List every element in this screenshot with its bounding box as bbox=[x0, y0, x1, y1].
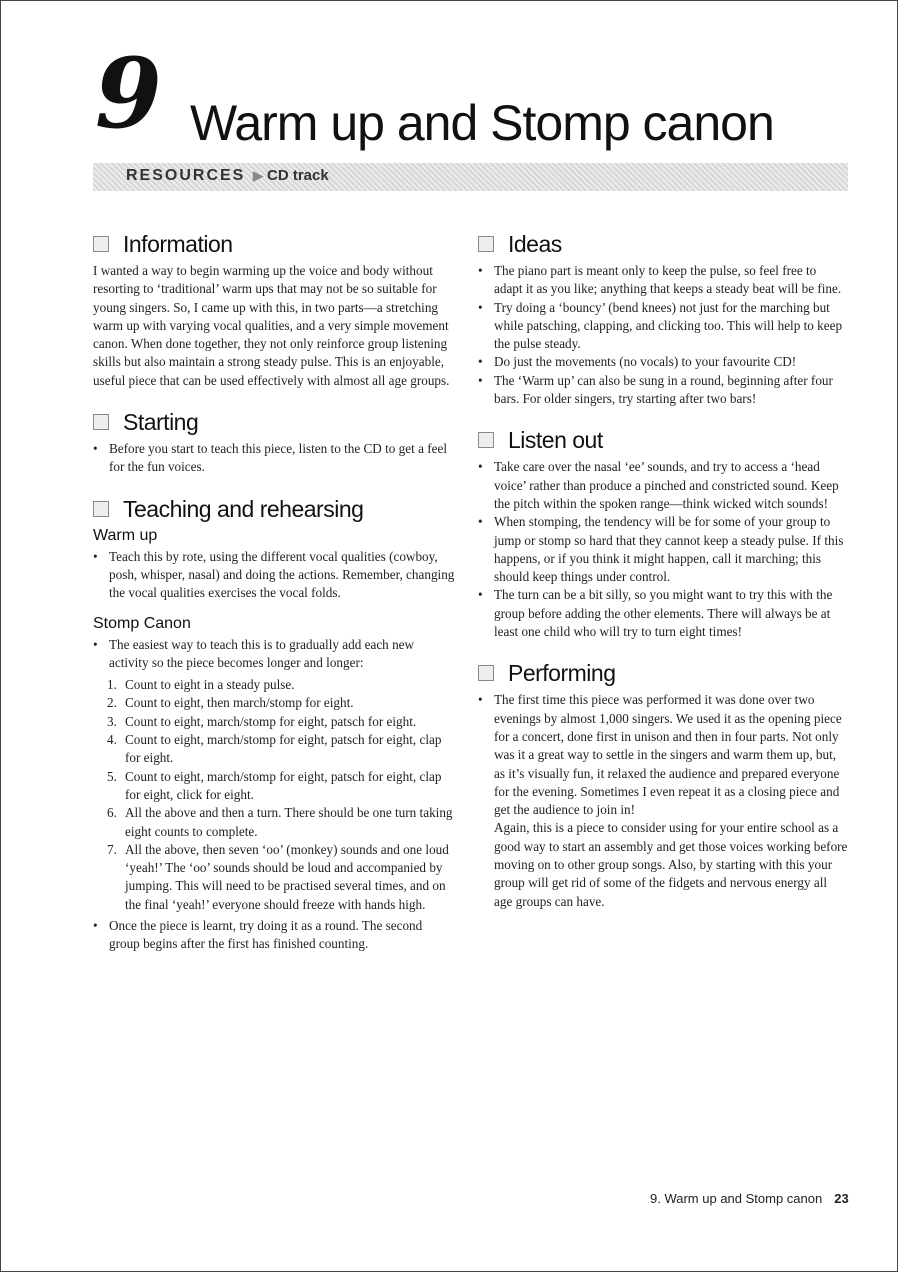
teaching-section bbox=[93, 495, 455, 954]
page-footer bbox=[650, 1191, 849, 1206]
play-icon: ▶ bbox=[253, 168, 263, 183]
steps-list bbox=[93, 676, 455, 914]
list-item: • When stomping, the tendency will be for some of your group to jump or stomp so hard that they cannot keep a steady pulse. If this happens, or if you think it might happen, call it marching; this should keep things under control. bbox=[478, 513, 848, 586]
checkbox-icon bbox=[478, 665, 494, 681]
step-item: 7. All the above, then seven ‘oo’ (monkey) sounds and one loud ‘yeah!’ The ‘oo’ sounds should be loud and accompanied by jumping. This will need to be practised several times, and on the final ‘yeah!’ everyone should freeze with hands high. bbox=[107, 841, 449, 912]
information-heading: Information bbox=[123, 231, 233, 257]
left-column bbox=[93, 230, 455, 972]
listen-out-heading: Listen out bbox=[508, 427, 603, 454]
list-item: • Teach this by rote, using the different vocal qualities (cowboy, posh, whisper, nasal) and doing the actions. Remember, changing the vocal qualities exercises the vocal folds. bbox=[93, 548, 455, 603]
list-item: • The easiest way to teach this is to gradually add each new activity so the piece becomes longer and longer: bbox=[93, 636, 455, 673]
list-item: • Once the piece is learnt, try doing it as a round. The second group begins after the first has finished counting. bbox=[93, 917, 455, 954]
starting-section bbox=[93, 408, 455, 477]
cd-track bbox=[253, 167, 329, 184]
cd-track-label: CD track bbox=[267, 167, 329, 184]
list-item: • Take care over the nasal ‘ee’ sounds, and try to access a ‘head voice’ rather than produce a pinched and constricted sound. Keep the pitch within the spoken range—think wicked witch sounds! bbox=[478, 458, 848, 513]
checkbox-icon bbox=[478, 236, 494, 252]
warmup-subheading: Warm up bbox=[93, 526, 158, 544]
step-item: 6. All the above and then a turn. There should be one turn taking eight counts to complete. bbox=[107, 805, 453, 839]
step-item: 4. Count to eight, march/stomp for eight, patsch for eight, clap for eight. bbox=[107, 732, 442, 766]
checkbox-icon bbox=[93, 501, 109, 517]
information-text: I wanted a way to begin warming up the voice and body without resorting to ‘traditional’ warm ups that may not be so suitable for young singers. So, I came up with this, in two parts—a stretching warm up with varying vocal qualities, and a very simple movement canon. When done together, they not only reinforce group listening skills but also maintain a strong steady pulse. This is an enjoyable, useful piece that can be used effectively with almost all age groups. bbox=[93, 263, 450, 388]
teaching-heading: Teaching and rehearsing bbox=[123, 495, 364, 522]
list-item: • The piano part is meant only to keep the pulse, so feel free to adapt it as you like; anything that keeps a steady beat will be fine. bbox=[478, 262, 848, 299]
listen-out-section bbox=[478, 426, 848, 641]
list-item: • Do just the movements (no vocals) to your favourite CD! bbox=[478, 353, 848, 371]
checkbox-icon bbox=[93, 236, 109, 252]
step-item: 2. Count to eight, then march/stomp for eight. bbox=[107, 695, 354, 711]
ideas-section bbox=[478, 230, 848, 408]
performing-heading: Performing bbox=[508, 660, 616, 687]
performing-section bbox=[478, 659, 848, 911]
chapter-title: Warm up and Stomp canon bbox=[190, 95, 774, 151]
resources-label: RESOURCES bbox=[126, 167, 246, 184]
list-item: • Before you start to teach this piece, listen to the CD to get a feel for the fun voices. bbox=[93, 440, 455, 477]
list-item: • Try doing a ‘bouncy’ (bend knees) not just for the marching but while patsching, clapping, and clicking too. This will help to keep the pulse steady. bbox=[478, 299, 848, 354]
chapter-number: 9 bbox=[95, 37, 162, 150]
step-item: 3. Count to eight, march/stomp for eight, patsch for eight. bbox=[107, 713, 417, 729]
footer-chapter: 9. Warm up and Stomp canon bbox=[650, 1191, 823, 1206]
ideas-heading: Ideas bbox=[508, 231, 562, 257]
starting-heading: Starting bbox=[123, 409, 199, 436]
checkbox-icon bbox=[93, 414, 109, 430]
step-item: 5. Count to eight, march/stomp for eight, patsch for eight, clap for eight, click for eight. bbox=[107, 768, 442, 802]
information-section bbox=[93, 230, 455, 390]
page-number: 23 bbox=[834, 1191, 849, 1206]
right-column bbox=[478, 230, 848, 929]
list-item: • The turn can be a bit silly, so you might want to try this with the group before adding the other elements. There will always be at least one child who will try to turn eight times! bbox=[478, 586, 848, 641]
step-item: 1. Count to eight in a steady pulse. bbox=[107, 677, 295, 693]
checkbox-icon bbox=[478, 432, 494, 448]
list-item: • The first time this piece was performed it was done over two evenings by almost 1,000 singers. We used it as the opening piece for a concert, done first in unison and then in four parts. Not only was it a great way to settle in the singers and warm them up, but, as it’s visually fun, it relaxed the audience and prepared everyone for the evening. Sometimes I even repeat it as a closing piece and get the audience to join in! Again, this is a piece to consider using for your entire school as a good way to start an assembly and get those voices working before moving on to other group songs. Also, by starting with this your group will get rid of some of the fidgets and nervous energy all age groups can have. bbox=[478, 691, 848, 911]
stomp-subheading: Stomp Canon bbox=[93, 614, 191, 632]
resources-bar bbox=[93, 163, 848, 191]
list-item: • The ‘Warm up’ can also be sung in a round, beginning after four bars. For older singers, try starting after two bars! bbox=[478, 372, 848, 409]
